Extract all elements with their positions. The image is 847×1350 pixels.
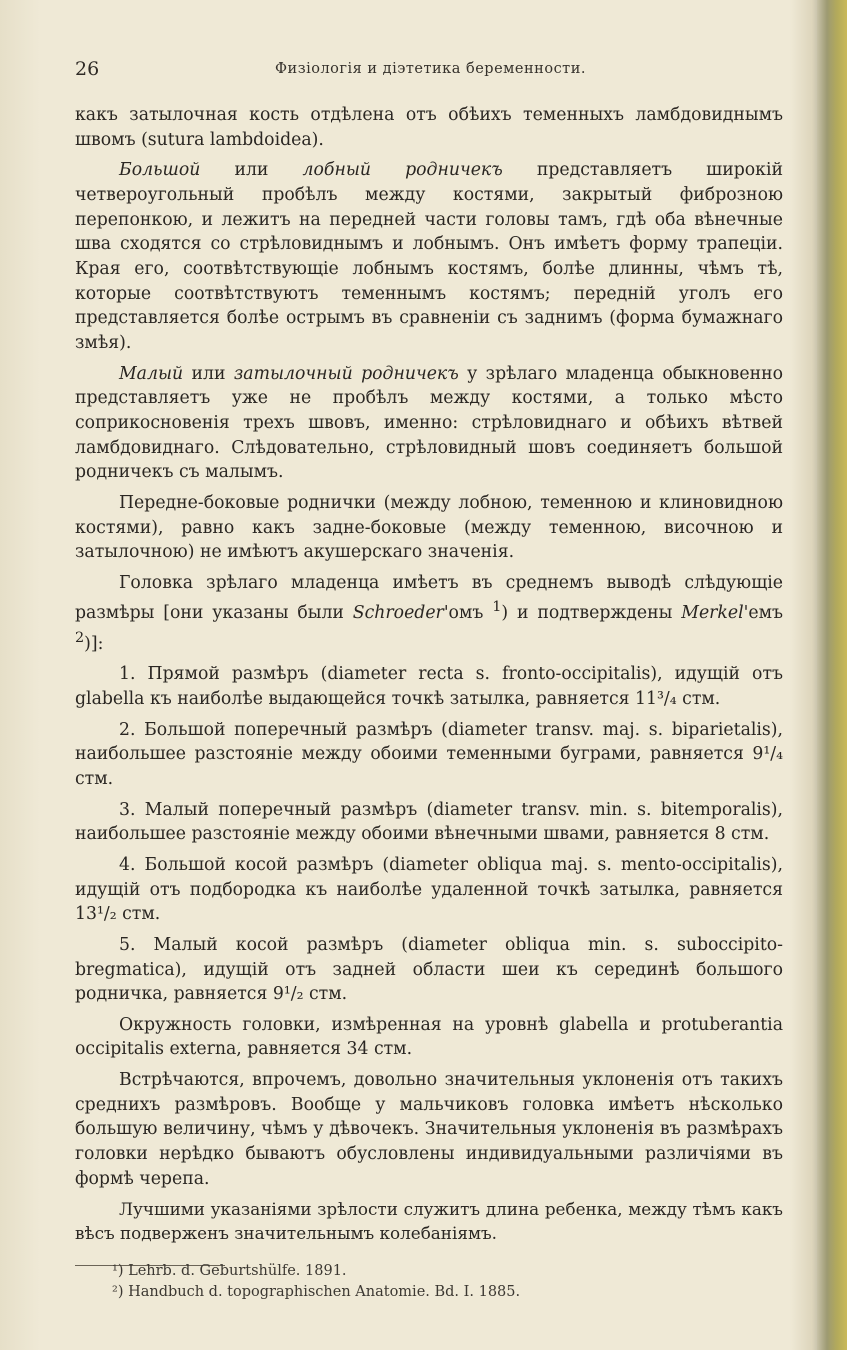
text-run: у зрѣлаго младенца обыкновенно представляетъ уже не пробѣлъ между костями, а только мѣсто соприкосновенія трехъ швовъ, именно: стрѣловиднаго и обѣихъ вѣтвей ламбдовиднаго. Слѣдовательно, стрѣловидный шовъ соединяетъ большой родничекъ съ малымъ. — [75, 363, 783, 483]
footnote-ref: 2 — [75, 629, 85, 646]
paragraph-2 — [75, 158, 783, 355]
footnote-2: ²) Handbuch d. topographischen Anatomie. Bd. I. 1885. — [112, 1284, 521, 1300]
text-run: ) и подтверждены — [501, 603, 682, 624]
footnotes — [112, 1261, 752, 1303]
emphasis-term: затылочный родничекъ — [233, 363, 459, 384]
list-item: 2. Большой поперечный размѣръ (diameter transv. maj. s. biparietalis), наибольшее разстояніе между обоими теменными буграми, равняется 9¹/₄ стм. — [75, 719, 783, 789]
text-run: или — [183, 363, 234, 384]
list-item: 1. Прямой размѣръ (diameter recta s. fronto-occipitalis), идущій отъ glabella къ наиболѣе выдающейся точкѣ затылка, равняется 11³/₄ стм. — [75, 664, 783, 709]
paragraph-7: Встрѣчаются, впрочемъ, довольно значительныя уклоненія отъ такихъ среднихъ размѣровъ. Вообще у мальчиковъ головка имѣетъ нѣсколько большую величину, чѣмъ у дѣвочекъ. Значительныя уклоненія въ размѣрахъ головки нерѣдко бываютъ обусловлены индивидуальными различіями въ формѣ черепа. — [75, 1070, 783, 1189]
paragraph-3 — [75, 362, 783, 485]
paragraph-6: Окружность головки, измѣренная на уровнѣ glabella и protuberantia occipitalis externa, равняется 34 стм. — [75, 1014, 783, 1060]
list-item: 3. Малый поперечный размѣръ (diameter transv. min. s. bitemporalis), наибольшее разстояніе между обоими вѣнечными швами, равняется 8 стм. — [75, 799, 783, 845]
text-run: представляетъ широкій четвероугольный пробѣлъ между костями, закрытый фиброзною перепонкою, и лежитъ на передней части головы тамъ, гдѣ оба вѣнечные шва сходятся со стрѣловиднымъ и лобнымъ. Онъ имѣетъ форму трапеціи. Края его, соотвѣтствующіе лобнымъ костямъ, болѣе длинны, чѣмъ тѣ, которые соотвѣтствуютъ теменнымъ костямъ; передній уголъ его представляется болѣе острымъ въ сравненіи съ заднимъ (форма бумажнаго змѣя). — [75, 160, 783, 353]
body-text — [75, 103, 783, 1251]
footnote-1: ¹) Lehrb. d. Geburtshülfe. 1891. — [112, 1263, 347, 1279]
emphasis-term: Большой — [119, 160, 201, 181]
paragraph-1: какъ затылочная кость отдѣлена отъ обѣихъ теменныхъ ламбдовиднымъ швомъ (sutura lambdoidea). — [75, 105, 783, 150]
text-run: 'омъ — [443, 603, 493, 624]
text-run: Головка зрѣлаго младенца имѣетъ въ среднемъ выводѣ слѣдующіе размѣры [они указаны были — [75, 572, 783, 624]
list-item: 5. Малый косой размѣръ (diameter obliqua min. s. suboccipito-bregmatica), идущій отъ задней области шеи къ серединѣ большого родничка, равняется 9¹/₂ стм. — [75, 934, 783, 1005]
footnote-ref: 1 — [492, 599, 502, 616]
paragraph-4: Передне-боковые роднички (между лобною, теменною и клиновидною костями), равно какъ задне-боковые (между теменною, височною и затылочною) не имѣютъ акушерскаго значенія. — [75, 492, 783, 563]
text-run: 'емъ — [743, 603, 784, 624]
paragraph-8: Лучшими указаніями зрѣлости служитъ длина ребенка, между тѣмъ какъ вѣсъ подверженъ значительнымъ колебаніямъ. — [75, 1199, 783, 1244]
text-run: или — [200, 160, 303, 181]
emphasis-term: Малый — [119, 363, 184, 384]
emphasis-term: лобный родничекъ — [302, 160, 503, 181]
running-title: Физіологія и діэтетика беременности. — [275, 61, 586, 77]
page-edge — [817, 0, 847, 1350]
text-run: )]: — [84, 633, 104, 654]
author-name: Merkel — [681, 603, 744, 624]
page-number: 26 — [75, 58, 100, 80]
author-name: Schroeder — [352, 603, 444, 624]
list-item: 4. Большой косой размѣръ (diameter obliqua maj. s. mento-occipitalis), идущій отъ подбородка къ наиболѣе удаленной точкѣ затылка, равняется 13¹/₂ стм. — [75, 854, 783, 925]
page-header — [75, 58, 783, 84]
paragraph-5 — [75, 571, 783, 656]
